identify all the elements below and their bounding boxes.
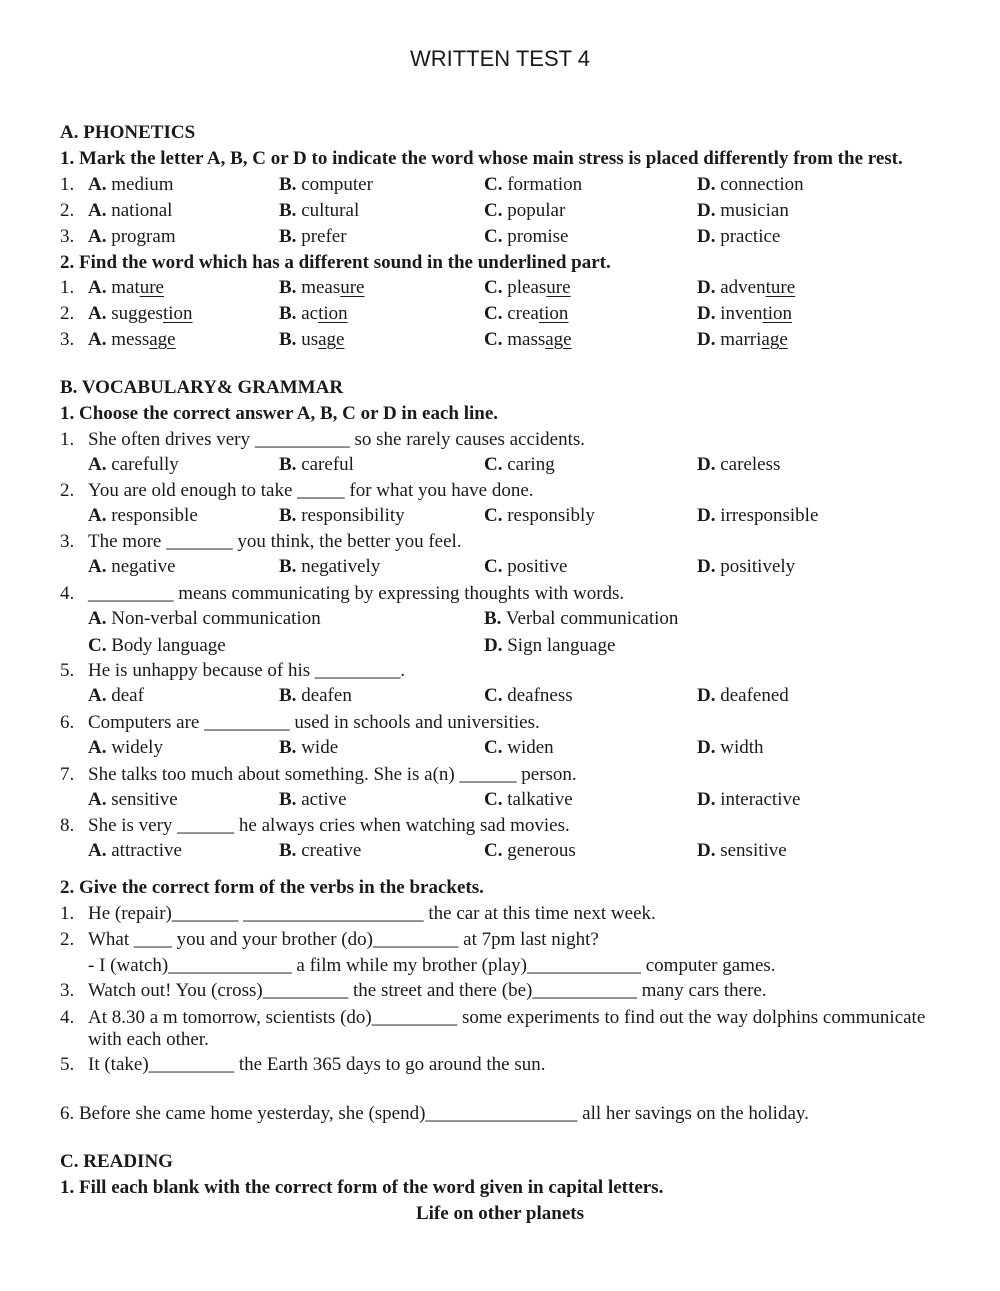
verb-item-text: Watch out! You (cross)_________ the street and there (be)___________ many cars there. [88,980,767,1001]
option-word-stem: mat [111,277,140,298]
section-heading-reading: C. READING [60,1151,173,1172]
option-letter: D. [697,303,716,324]
passage-title: Life on other planets [415,1203,584,1224]
option-word-underlined: ure [139,277,164,298]
mc-item-option-d [697,505,818,527]
vocab-task1-instruction: 1. Choose the correct answer A, B, C or D in each line. [60,403,499,424]
option-word-stem: marri [720,329,762,350]
option-word-stem: meas [301,277,341,298]
option-letter: C. [484,454,503,475]
option-letter: C. [484,303,503,324]
option-word-underlined: tion [538,303,569,324]
mc-question-number: 5. [60,660,75,681]
mc-item-option-c [484,505,595,527]
mc-item-option-d [484,635,615,657]
verb-item-6: 6. Before she came home yesterday, she (spend)________________ all her savings on the holiday. [60,1103,809,1124]
option-word: creative [301,840,362,861]
option-word: sensitive [111,789,178,810]
option-word: careless [720,454,781,475]
option-word: sensitive [720,840,787,861]
mc-item-option-c [88,635,226,657]
verb-item-text: He (repair)_______ ___________________ the car at this time next week. [88,903,656,924]
option-word-underlined: age [149,329,176,350]
option-word-underlined: tion [762,303,793,324]
mc-item-option-d [697,789,800,811]
option-word-underlined: age [318,329,345,350]
option-letter: B. [279,840,297,861]
mc-item-option-c [484,454,555,476]
option-word: responsibility [301,505,405,526]
mc-item-option-d [697,685,789,707]
option-word-stem: mass [507,329,546,350]
option-word: generous [507,840,576,861]
option-letter: C. [484,840,503,861]
option-word-underlined: ure [546,277,571,298]
sound-item-option-d [697,329,788,351]
mc-item-option-d [697,556,795,578]
sound-item-number: 1. [60,277,75,298]
mc-question-text: She talks too much about something. She is a(n) ______ person. [88,764,577,785]
mc-item-option-b [279,685,352,707]
option-word: program [111,226,176,247]
mc-item-option-c [484,789,573,811]
option-letter: C. [484,277,503,298]
option-letter: A. [88,737,107,758]
phonetics-task1-instruction: 1. Mark the letter A, B, C or D to indicate the word whose main stress is placed differently from the rest. [60,148,903,169]
option-letter: C. [484,226,503,247]
option-letter: D. [697,454,716,475]
option-letter: D. [697,329,716,350]
option-word: carefully [111,454,179,475]
option-letter: D. [697,200,716,221]
option-word: wide [301,737,339,758]
option-letter: A. [88,303,107,324]
option-letter: A. [88,174,107,195]
option-letter: B. [279,789,297,810]
sound-item-option-d [697,303,792,325]
option-letter: C. [484,200,503,221]
mc-item-option-a [88,840,182,862]
mc-item-option-c [484,685,573,707]
phonetics-task2-instruction: 2. Find the word which has a different sound in the underlined part. [60,252,611,273]
verb-item-number: 4. [60,1007,75,1028]
sound-item-number: 3. [60,329,75,350]
option-letter: A. [88,789,107,810]
sound-item-option-d [697,277,795,299]
verb-item-number: 2. [60,929,75,950]
option-letter: D. [697,277,716,298]
option-letter: D. [484,635,503,656]
sound-item-option-a [88,303,193,325]
sound-item-option-c [484,277,571,299]
option-letter: A. [88,454,107,475]
verb-item-text: with each other. [88,1029,209,1050]
option-letter: A. [88,200,107,221]
option-word: medium [111,174,174,195]
option-letter: A. [88,329,107,350]
option-letter: A. [88,505,107,526]
option-letter: B. [279,174,297,195]
mc-item-option-a [88,737,163,759]
option-letter: C. [484,789,503,810]
option-letter: A. [88,840,107,861]
option-letter: D. [697,556,716,577]
option-word: prefer [301,226,347,247]
option-letter: B. [279,505,297,526]
option-letter: B. [279,303,297,324]
option-letter: A. [88,226,107,247]
verb-item-number: 3. [60,980,75,1001]
option-word: responsible [111,505,198,526]
option-word: musician [720,200,789,221]
sound-item-option-c [484,329,572,351]
mc-question-number: 3. [60,531,75,552]
mc-question-text: She is very ______ he always cries when watching sad movies. [88,815,570,836]
option-word: positive [507,556,568,577]
mc-item-option-a [88,454,179,476]
mc-item-option-a [88,608,321,630]
option-letter: B. [279,737,297,758]
option-letter: D. [697,840,716,861]
option-word-stem: mess [111,329,150,350]
section-heading-vocabulary: B. VOCABULARY& GRAMMAR [60,377,344,398]
stress-item-number: 2. [60,200,75,221]
section-heading-phonetics: A. PHONETICS [60,122,196,143]
option-letter: A. [88,685,107,706]
verb-item-text: - I (watch)_____________ a film while my brother (play)____________ computer games. [88,955,776,976]
option-word-underlined: ture [765,277,796,298]
option-word-underlined: ure [340,277,365,298]
mc-item-option-b [484,608,678,630]
option-letter: B. [279,454,297,475]
option-word-stem: sugges [111,303,163,324]
stress-item-option-d [697,200,789,222]
stress-item-option-c [484,174,582,196]
sound-item-option-b [279,303,348,325]
option-word: negatively [301,556,381,577]
mc-question-number: 4. [60,583,75,604]
verb-item-text: What ____ you and your brother (do)_________ at 7pm last night? [88,929,599,950]
option-word: positively [720,556,796,577]
option-letter: B. [279,329,297,350]
option-word-stem: inven [720,303,763,324]
mc-item-option-a [88,556,176,578]
mc-question-number: 6. [60,712,75,733]
stress-item-option-b [279,200,359,222]
mc-item-option-a [88,505,198,527]
option-word: formation [507,174,583,195]
mc-item-option-b [279,505,405,527]
mc-item-option-b [279,556,380,578]
stress-item-option-b [279,226,347,248]
sound-item-option-a [88,329,176,351]
option-word: deaf [111,685,144,706]
verb-item-text: It (take)_________ the Earth 365 days to go around the sun. [88,1054,546,1075]
mc-question-text: _________ means communicating by expressing thoughts with words. [88,583,625,604]
option-word-underlined: age [545,329,572,350]
option-letter: D. [697,226,716,247]
option-word: computer [301,174,373,195]
option-word: promise [507,226,569,247]
option-letter: C. [484,556,503,577]
option-word: caring [507,454,555,475]
mc-item-option-a [88,789,178,811]
mc-question-number: 7. [60,764,75,785]
option-letter: B. [279,277,297,298]
sound-item-option-b [279,329,344,351]
option-word-underlined: tion [318,303,348,324]
option-letter: D. [697,685,716,706]
option-letter: C. [484,505,503,526]
mc-item-option-d [697,840,787,862]
verb-item-number: 1. [60,903,75,924]
stress-item-number: 1. [60,174,75,195]
option-word: deafness [507,685,573,706]
option-word: active [301,789,347,810]
stress-item-option-d [697,174,804,196]
mc-item-option-c [484,556,567,578]
option-word: Non-verbal communication [111,608,321,629]
option-word: national [111,200,173,221]
verb-item-text: At 8.30 a m tomorrow, scientists (do)_________ some experiments to find out the way dolphins communicate [88,1007,926,1028]
sound-item-number: 2. [60,303,75,324]
option-word-underlined: age [761,329,788,350]
sound-item-option-b [279,277,365,299]
option-word: practice [720,226,781,247]
option-letter: C. [484,174,503,195]
option-word: widen [507,737,554,758]
option-letter: A. [88,556,107,577]
verb-item-number: 5. [60,1054,75,1075]
stress-item-number: 3. [60,226,75,247]
vocab-task2-instruction: 2. Give the correct form of the verbs in the brackets. [60,877,484,898]
mc-item-option-b [279,737,338,759]
option-word: width [720,737,764,758]
mc-item-option-c [484,737,554,759]
option-letter: D. [697,789,716,810]
sound-item-option-a [88,277,164,299]
mc-question-text: You are old enough to take _____ for what you have done. [88,480,534,501]
option-word: cultural [301,200,360,221]
option-word: talkative [507,789,573,810]
stress-item-option-d [697,226,780,248]
option-word-stem: us [301,329,319,350]
option-word: widely [111,737,163,758]
option-word: interactive [720,789,801,810]
option-letter: A. [88,277,107,298]
mc-question-text: The more _______ you think, the better you feel. [88,531,462,552]
stress-item-option-c [484,200,565,222]
option-word: responsibly [507,505,595,526]
option-word-stem: pleas [507,277,547,298]
reading-instruction: 1. Fill each blank with the correct form of the word given in capital letters. [60,1177,664,1198]
option-word: popular [507,200,566,221]
option-letter: B. [279,556,297,577]
option-word: Verbal communication [505,608,679,629]
option-word: irresponsible [720,505,819,526]
stress-item-option-a [88,174,174,196]
option-word-underlined: tion [162,303,193,324]
mc-item-option-d [697,737,764,759]
option-letter: A. [88,608,107,629]
mc-item-option-b [279,840,361,862]
option-word: deafen [301,685,352,706]
mc-question-number: 1. [60,429,75,450]
option-letter: D. [697,505,716,526]
option-letter: D. [697,737,716,758]
option-letter: C. [88,635,107,656]
option-letter: B. [279,226,297,247]
mc-item-option-a [88,685,144,707]
option-word: careful [301,454,354,475]
stress-item-option-c [484,226,568,248]
option-word-stem: crea [507,303,539,324]
option-word: attractive [111,840,182,861]
sound-item-option-c [484,303,568,325]
option-word: negative [111,556,176,577]
mc-item-option-c [484,840,576,862]
mc-item-option-d [697,454,780,476]
option-word: Sign language [507,635,616,656]
mc-question-text: She often drives very __________ so she rarely causes accidents. [88,429,586,450]
option-letter: C. [484,737,503,758]
mc-item-option-b [279,789,347,811]
mc-question-text: He is unhappy because of his _________. [88,660,406,681]
mc-item-option-b [279,454,354,476]
option-word-stem: ac [301,303,319,324]
option-word: Body language [111,635,226,656]
option-word-stem: adven [720,277,766,298]
stress-item-option-b [279,174,373,196]
option-letter: B. [279,685,297,706]
mc-question-number: 8. [60,815,75,836]
option-letter: D. [697,174,716,195]
page-title: WRITTEN TEST 4 [409,46,591,71]
mc-question-text: Computers are _________ used in schools and universities. [88,712,540,733]
option-word: deafened [720,685,789,706]
stress-item-option-a [88,226,176,248]
option-letter: B. [484,608,502,629]
stress-item-option-a [88,200,172,222]
option-word: connection [720,174,804,195]
option-letter: C. [484,685,503,706]
option-letter: C. [484,329,503,350]
mc-question-number: 2. [60,480,75,501]
option-letter: B. [279,200,297,221]
